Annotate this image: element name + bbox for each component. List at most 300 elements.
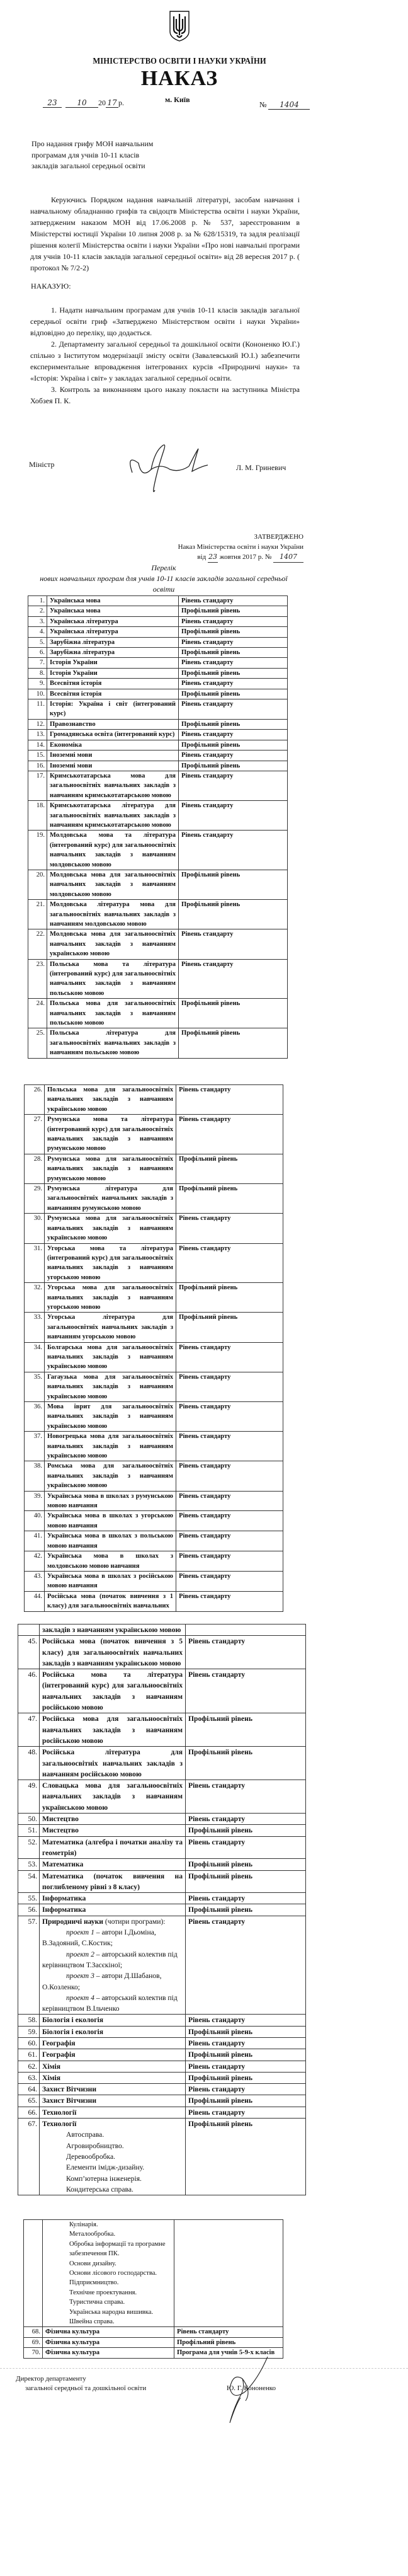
program-name: Хімія	[42, 2062, 60, 2071]
program-name-cell	[40, 2095, 186, 2107]
project-label: проект 1	[66, 1928, 94, 1937]
row-number: 23.	[28, 959, 47, 999]
row-number: 68.	[24, 2327, 43, 2337]
table-row	[18, 1636, 306, 1669]
program-name-cell	[47, 750, 179, 761]
technology-item: Обробка інформації та програмне забезпечення ПК.	[69, 2240, 166, 2258]
footer-position-line: Директор департаменту	[16, 2375, 86, 2383]
program-name-cell	[47, 801, 179, 831]
row-number: 56.	[18, 1904, 40, 1916]
footer-name: Ю. Г. Кононенко	[227, 2384, 276, 2392]
approved-date	[178, 552, 303, 563]
document-title: НАКАЗ	[140, 67, 218, 90]
program-name: Інформатика	[42, 1894, 86, 1903]
program-name-cell	[40, 1904, 186, 1916]
level-cell: Профільний рівень	[179, 1028, 288, 1058]
program-name: Хімія	[42, 2073, 60, 2082]
program-name: Ромська мова для загальноосвітніх навчальних закладів з навчанням українською мовою	[47, 1463, 173, 1490]
program-name-cell	[47, 719, 179, 729]
level-cell: Рівень стандарту	[186, 1780, 306, 1814]
table-row	[25, 1342, 283, 1372]
technology-item: Швейна справа.	[69, 2318, 115, 2326]
program-name: Українська мова в школах з угорською мовою навчання	[47, 1512, 173, 1529]
program-name: закладів з навчанням українською мовою	[42, 1626, 181, 1634]
level-cell: Профільний рівень	[176, 1283, 283, 1313]
list-subtitle: нових навчальних програм для учнів 10-11 класів закладів загальної середньої освіти	[40, 574, 288, 594]
program-name-cell	[40, 1780, 186, 1814]
program-name-cell	[47, 959, 179, 999]
table-row	[28, 719, 288, 729]
program-name-cell	[45, 1184, 176, 1214]
level-cell: Рівень стандарту	[186, 2084, 306, 2095]
program-name-cell	[45, 1283, 176, 1313]
program-name-cell	[45, 1461, 176, 1491]
footer-position	[16, 2374, 146, 2393]
program-name: Російська мова (початок вивчення з 1 класу) для загальноосвітніх навчальних	[47, 1592, 173, 1610]
program-name-cell	[47, 740, 179, 750]
table-row	[18, 2095, 306, 2107]
order-item-1: 1. Надати навчальним програмам для учнів 10-11 класів закладів загальної середньої освіти гриф «Затверджено Міністерством освіти і науки України» відповідно до переліку, що додається.	[30, 306, 300, 337]
row-number: 53.	[18, 1859, 40, 1870]
level-cell: Рівень стандарту	[176, 1085, 283, 1115]
preamble	[30, 194, 300, 273]
table-row	[25, 1313, 283, 1342]
table-row	[28, 801, 288, 831]
program-name-cell	[40, 1624, 186, 1636]
program-name-cell	[47, 689, 179, 699]
program-name-cell	[40, 1814, 186, 1825]
program-name: Українська мова в школах з румунською мовою навчання	[47, 1492, 173, 1510]
order-date	[43, 98, 124, 108]
level-cell: Рівень стандарту	[179, 730, 288, 740]
program-name-cell	[47, 730, 179, 740]
level-cell: Рівень стандарту	[176, 1551, 283, 1572]
program-name-cell	[40, 2015, 186, 2026]
program-name-cell	[47, 1028, 179, 1058]
program-name: Правознавство	[50, 720, 96, 728]
level-cell	[174, 2220, 283, 2327]
table-row	[18, 2072, 306, 2083]
technology-item: Основи лісового господарства.	[69, 2270, 157, 2277]
program-name-cell	[45, 1511, 176, 1531]
level-cell: Рівень стандарту	[186, 1814, 306, 1825]
row-number: 57.	[18, 1916, 40, 2015]
program-name: Українська література	[50, 628, 118, 636]
city: м. Київ	[165, 95, 190, 104]
row-number: 65.	[18, 2095, 40, 2107]
level-cell: Профільний рівень	[179, 606, 288, 616]
program-name-cell	[47, 648, 179, 658]
program-name: Фізична культура	[45, 2349, 100, 2357]
table-row	[25, 1154, 283, 1183]
programs-table-page-1	[28, 595, 288, 1059]
program-name-cell	[40, 2072, 186, 2083]
table-row	[28, 870, 288, 899]
table-row	[18, 1780, 306, 1814]
project-label: проект 4	[66, 1993, 94, 2002]
program-name-cell	[47, 668, 179, 678]
level-cell: Рівень стандарту	[176, 1461, 283, 1491]
technology-item: Автосправа.	[66, 2130, 105, 2139]
program-name: Всесвітня історія	[50, 690, 102, 698]
technology-item: Елементи імідж-дизайну.	[66, 2163, 145, 2172]
level-cell: Рівень стандарту	[179, 699, 288, 720]
program-name: Захист Вітчизни	[42, 2096, 97, 2105]
table-row	[28, 900, 288, 929]
row-number: 39.	[25, 1491, 45, 1511]
row-number: 40.	[25, 1511, 45, 1531]
row-number: 29.	[25, 1184, 45, 1214]
table-row	[24, 2327, 283, 2337]
row-number: 24.	[28, 999, 47, 1028]
table-row	[18, 1624, 306, 1636]
program-name: Українська мова	[50, 607, 101, 615]
row-number: 38.	[25, 1461, 45, 1491]
level-cell: Рівень стандарту	[179, 637, 288, 647]
order-items	[30, 304, 300, 406]
row-number: 42.	[25, 1551, 45, 1572]
table-row	[25, 1115, 283, 1154]
program-name: Мистецтво	[42, 1826, 79, 1835]
project-line	[42, 1949, 183, 1971]
level-cell: Профільний рівень	[176, 1184, 283, 1214]
program-name-cell	[40, 2084, 186, 2095]
table-row	[25, 1402, 283, 1432]
program-name: Російська мова та література (інтегрований курс) для загальноосвітніх навчальних закладів з навчанням російською мовою	[42, 1670, 183, 1712]
table-row	[18, 1825, 306, 1836]
signer-name: Л. М. Гриневич	[236, 463, 286, 472]
level-cell: Профільний рівень	[179, 900, 288, 929]
table-row	[18, 1904, 306, 1916]
program-name: Угорська мова для загальноосвітніх навчальних закладів з навчанням угорською мовою	[47, 1284, 173, 1311]
project-label: проект 2	[66, 1950, 94, 1958]
row-number: 36.	[25, 1402, 45, 1432]
row-number: 12.	[28, 719, 47, 729]
table-row	[25, 1214, 283, 1243]
row-number: 10.	[28, 689, 47, 699]
level-cell: Рівень стандарту	[186, 1836, 306, 1859]
level-cell: Профільний рівень	[186, 2095, 306, 2107]
footer-position-line: загальної середньої та дошкільної освіти	[25, 2384, 147, 2392]
program-name: Молдовська мова для загальноосвітніх навчальних закладів з навчанням молдовською мовою	[50, 871, 176, 898]
program-name: Угорська мова та література (інтегрований курс) для загальноосвітніх навчальних закладів з навчанням угорською мовою	[47, 1245, 173, 1281]
level-cell: Рівень стандарту	[186, 2015, 306, 2026]
table-row	[28, 679, 288, 689]
program-name-cell	[47, 870, 179, 899]
subject-line: закладів загальної середньої освіти	[31, 161, 145, 170]
table-row	[18, 1713, 306, 1747]
program-name-cell	[40, 1669, 186, 1713]
level-cell: Рівень стандарту	[179, 679, 288, 689]
orders-heading: НАКАЗУЮ:	[31, 282, 71, 290]
row-number: 52.	[18, 1836, 40, 1859]
number-value: 1404	[268, 100, 310, 110]
program-name: Румунська література для загальноосвітніх навчальних закладів з навчанням румунською мовою	[47, 1185, 173, 1212]
row-number: 59.	[18, 2026, 40, 2037]
row-number: 63.	[18, 2072, 40, 2083]
program-name: Словацька мова для загальноосвітніх навчальних закладів з навчанням українською мовою	[42, 1781, 183, 1812]
order-item-3: 3. Контроль за виконанням цього наказу покласти на заступника Міністра Хобзея П. К.	[30, 385, 300, 405]
row-number: 5.	[28, 637, 47, 647]
program-name: Зарубіжна література	[50, 638, 115, 646]
program-name: Румунська мова для загальноосвітніх навчальних закладів з навчанням українською мовою	[47, 1215, 173, 1242]
row-number: 14.	[28, 740, 47, 750]
table-row	[18, 1870, 306, 1893]
program-name: Болгарська мова для загальноосвітніх навчальних закладів з навчанням українською мовою	[47, 1343, 173, 1371]
subject-line: програмам для учнів 10-11 класів	[31, 150, 140, 159]
row-number: 2.	[28, 606, 47, 616]
program-name-cell	[45, 1402, 176, 1432]
signer-position: Міністр	[29, 460, 55, 469]
coat-of-arms-icon	[169, 10, 190, 42]
program-name-cell	[45, 1085, 176, 1115]
level-cell: Рівень стандарту	[179, 658, 288, 668]
project-line	[42, 1927, 183, 1949]
program-name-cell	[45, 1372, 176, 1401]
level-cell: Профільний рівень	[179, 648, 288, 658]
table-row	[25, 1491, 283, 1511]
program-name: Румунська мова та література (інтегрований курс) для загальноосвітніх навчальних закладів з навчанням румунською мовою	[47, 1116, 173, 1153]
row-number: 17.	[28, 771, 47, 800]
row-number: 3.	[28, 616, 47, 626]
row-number: 34.	[25, 1342, 45, 1372]
table-row	[25, 1461, 283, 1491]
program-name-cell	[40, 1859, 186, 1870]
technology-item: Технічне проектування.	[69, 2289, 137, 2296]
program-name: Географія	[42, 2038, 76, 2047]
level-cell: Рівень стандарту	[176, 1591, 283, 1611]
level-cell: Профільний рівень	[179, 870, 288, 899]
level-cell: Профільний рівень	[179, 668, 288, 678]
level-cell: Профільний рівень	[186, 2119, 306, 2195]
level-cell: Профільний рівень	[186, 2049, 306, 2061]
level-cell: Рівень стандарту	[176, 1214, 283, 1243]
table-row	[28, 699, 288, 720]
program-name-cell	[47, 596, 179, 606]
approval-stamp	[178, 532, 303, 563]
table-row	[28, 668, 288, 678]
table-row	[28, 606, 288, 616]
table-row	[28, 929, 288, 959]
level-cell: Профільний рівень	[186, 2026, 306, 2037]
level-cell: Профільний рівень	[186, 1859, 306, 1870]
level-cell: Профільний рівень	[179, 689, 288, 699]
table-row	[28, 648, 288, 658]
table-row	[18, 1814, 306, 1825]
row-number: 64.	[18, 2084, 40, 2095]
level-cell: Рівень стандарту	[186, 1916, 306, 2015]
approved-day: 23	[208, 552, 218, 563]
project-line	[42, 1970, 183, 1992]
program-name-cell	[47, 999, 179, 1028]
program-name-cell	[45, 1591, 176, 1611]
row-number: 50.	[18, 1814, 40, 1825]
row-number: 47.	[18, 1713, 40, 1747]
program-name-cell	[47, 900, 179, 929]
row-number: 30.	[25, 1214, 45, 1243]
program-name-cell	[45, 1531, 176, 1551]
program-name-cell	[40, 1825, 186, 1836]
level-cell: Рівень стандарту	[176, 1491, 283, 1511]
row-number: 67.	[18, 2119, 40, 2195]
project-authors: – авторський колектив під керівництвом В.Ільченко	[42, 1993, 178, 2013]
table-row	[25, 1085, 283, 1115]
row-number: 41.	[25, 1531, 45, 1551]
program-name-cell	[45, 1115, 176, 1154]
table-row	[24, 2220, 283, 2327]
level-cell: Профільний рівень	[186, 1870, 306, 1893]
table-row	[25, 1283, 283, 1313]
table-row	[18, 2026, 306, 2037]
table-row	[25, 1243, 283, 1283]
row-number: 44.	[25, 1591, 45, 1611]
table-row	[18, 2037, 306, 2049]
table-row	[24, 2337, 283, 2347]
program-name-cell	[47, 679, 179, 689]
row-number: 20.	[28, 870, 47, 899]
program-name-cell	[45, 1313, 176, 1342]
table-row	[25, 1551, 283, 1572]
date-month: 10	[65, 98, 98, 108]
preamble-text: Керуючись Порядком надання навчальній літературі, засобам навчання і навчальному обладнанню грифів та свідоцтв Міністерства освіти і науки України, затвердженим наказом МОН від 17.06.2008 р. № 537, зареєстрованим в Міністерстві юстиції України 10 липня 2008 р. за № 628/15319, та задля реалізації рішення колегії Міністерства освіти і науки України «Про нові навчальні програми для учнів 10-11 класів закладів загальної середньої освіти» від 28 вересня 2017 р. ( протокол № 7/2-2)	[30, 195, 300, 272]
row-number: 49.	[18, 1780, 40, 1814]
program-name: Російська література для загальноосвітніх навчальних закладів з навчанням російською мовою	[42, 1748, 183, 1778]
table-row	[28, 740, 288, 750]
technology-item: Комп’ютерна інженерія.	[66, 2174, 142, 2183]
date-century: 20	[98, 98, 106, 107]
row-number: 11.	[28, 699, 47, 720]
programs-table-page-4	[23, 2219, 283, 2359]
level-cell: Рівень стандарту	[176, 1342, 283, 1372]
program-name-cell	[45, 1491, 176, 1511]
level-cell: Рівень стандарту	[186, 1636, 306, 1669]
row-number: 60.	[18, 2037, 40, 2049]
program-name: Українська мова в школах з польською мовою навчання	[47, 1532, 173, 1550]
row-number: 43.	[25, 1571, 45, 1591]
program-name: Українська мова	[50, 597, 101, 604]
row-number: 21.	[28, 900, 47, 929]
level-cell: Профільний рівень	[186, 2072, 306, 2083]
table-row	[28, 627, 288, 637]
table-row	[28, 596, 288, 606]
table-row	[28, 761, 288, 771]
technology-item: Українська народна вишивка.	[69, 2308, 154, 2316]
program-name-cell	[40, 2037, 186, 2049]
table-row	[28, 831, 288, 870]
program-name: Біологія і екологія	[42, 2016, 103, 2025]
program-name: Географія	[42, 2050, 76, 2059]
table-row	[18, 1669, 306, 1713]
table-row	[25, 1571, 283, 1591]
level-cell: Рівень стандарту	[176, 1243, 283, 1283]
table-row	[18, 2084, 306, 2095]
program-name-cell	[45, 1432, 176, 1461]
table-row	[28, 689, 288, 699]
program-name-cell	[45, 1214, 176, 1243]
row-number: 70.	[24, 2348, 43, 2358]
program-name: Зарубіжна література	[50, 649, 115, 657]
program-name: Історія: Україна і світ (інтегрований курс)	[50, 701, 176, 718]
program-name-cell	[43, 2348, 174, 2358]
program-name-cell	[40, 1636, 186, 1669]
row-number: 19.	[28, 831, 47, 870]
level-cell: Рівень стандарту	[179, 771, 288, 800]
program-name-cell	[40, 1916, 186, 2015]
program-name-cell	[40, 2049, 186, 2061]
table-row	[18, 1859, 306, 1870]
program-name-cell	[47, 658, 179, 668]
program-name: Економіка	[50, 741, 82, 749]
level-cell: Рівень стандарту	[186, 1669, 306, 1713]
program-name-cell	[40, 2119, 186, 2195]
program-name-cell	[45, 1342, 176, 1372]
page-divider	[0, 2368, 408, 2369]
programs-table-page-3	[18, 1624, 306, 2195]
level-cell	[186, 1624, 306, 1636]
ministry-name: МІНІСТЕРСТВО ОСВІТИ І НАУКИ УКРАЇНИ	[93, 56, 266, 66]
row-number: 18.	[28, 801, 47, 831]
table-row	[25, 1372, 283, 1401]
table-row	[28, 658, 288, 668]
row-number: 48.	[18, 1747, 40, 1780]
program-name-cell	[43, 2337, 174, 2347]
program-name-cell	[43, 2220, 174, 2327]
program-name: Українська мова в школах з молдовською мовою навчання	[47, 1553, 173, 1570]
level-cell: Профільний рівень	[186, 1904, 306, 1916]
table-row	[28, 616, 288, 626]
program-name: Математика (початок вивчення на поглибленому рівні з 8 класу)	[42, 1872, 183, 1891]
row-number: 9.	[28, 679, 47, 689]
table-row	[18, 1916, 306, 2015]
program-name: Громадянська освіта (інтегрований курс)	[50, 731, 175, 739]
project-label: проект 3	[66, 1972, 94, 1981]
level-cell: Програма для учнів 5-9-х класів	[174, 2348, 283, 2358]
order-number	[259, 100, 310, 110]
row-number: 35.	[25, 1372, 45, 1401]
program-name-cell	[47, 637, 179, 647]
table-row	[28, 730, 288, 740]
technology-item: Деревообробка.	[66, 2152, 116, 2161]
program-name: Технології	[42, 2108, 77, 2117]
program-name: Польська література для загальноосвітніх навчальних закладів з навчанням польською мовою	[50, 1030, 176, 1057]
program-name: Російська мова (початок вивчення з 5 класу) для загальноосвітніх навчальних закладів з навчанням українською мовою	[42, 1637, 183, 1667]
row-number: 51.	[18, 1825, 40, 1836]
approved-prefix: від	[197, 553, 207, 561]
row-number: 27.	[25, 1115, 45, 1154]
table-row	[28, 999, 288, 1028]
level-cell: Рівень стандарту	[186, 2107, 306, 2118]
level-cell: Профільний рівень	[186, 1713, 306, 1747]
table-row	[25, 1184, 283, 1214]
level-cell: Рівень стандарту	[174, 2327, 283, 2337]
row-number: 66.	[18, 2107, 40, 2118]
program-name: Математика	[42, 1860, 84, 1869]
program-name-cell	[45, 1154, 176, 1183]
row-number: 32.	[25, 1283, 45, 1313]
level-cell: Профільний рівень	[176, 1313, 283, 1342]
program-name-cell	[47, 606, 179, 616]
program-name-cell	[47, 627, 179, 637]
program-name: Кримськотатарська література для загальноосвітніх навчальних закладів з навчанням кримськотатарською мовою	[50, 802, 176, 829]
order-item-2: 2. Департаменту загальної середньої та дошкільної освіти (Кононенко Ю.Г.) спільно з Інститутом модернізації змісту освіти (Завалевський Ю.І.) забезпечити експериментальне впровадження інтегрованих курсів «Природничі науки» та «Історія: Україна і світ» у закладах загальної середньої освіти.	[30, 340, 300, 382]
program-name: Іноземні мови	[50, 752, 93, 759]
row-number: 37.	[25, 1432, 45, 1461]
level-cell: Профільний рівень	[179, 999, 288, 1028]
row-number: 33.	[25, 1313, 45, 1342]
program-name-cell	[40, 1713, 186, 1747]
program-name-cell	[40, 1893, 186, 1904]
table-row	[28, 637, 288, 647]
